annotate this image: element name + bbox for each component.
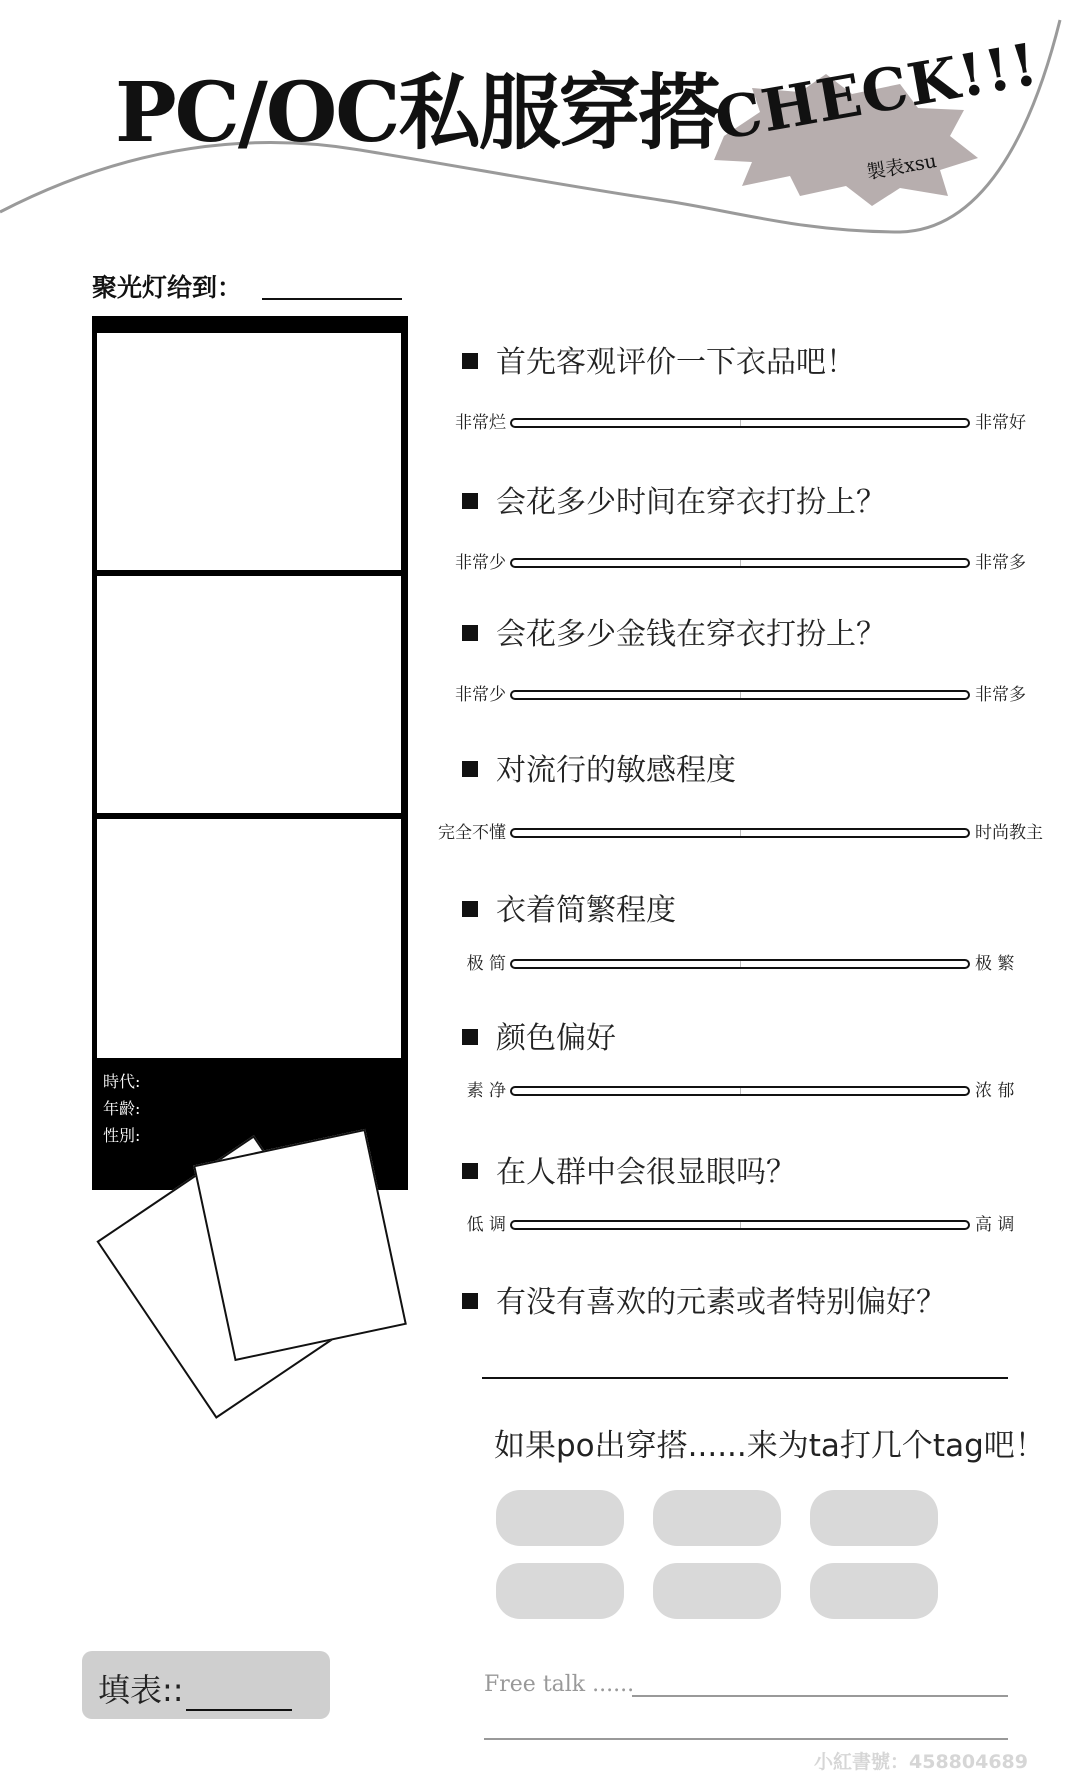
photo-frame-1[interactable]: [97, 333, 401, 570]
question-4: 对流行的敏感程度: [462, 753, 736, 789]
spotlight-label: 聚光灯给到：: [92, 273, 243, 302]
tag-slot-6[interactable]: [810, 1563, 938, 1619]
free-talk-line-1[interactable]: [632, 1695, 1008, 1697]
scale-3-right: 非常多: [975, 685, 1026, 705]
bullet-square-icon: [462, 493, 478, 509]
era-label: 時代:: [103, 1072, 141, 1091]
scale-5-left: 极 简: [466, 954, 506, 974]
scale-1-left: 非常烂: [455, 413, 506, 433]
profile-info: [103, 1068, 140, 1149]
scale-3-left: 非常少: [455, 685, 506, 705]
preference-answer-field[interactable]: [482, 1377, 1008, 1379]
scale-1-slider[interactable]: [510, 418, 970, 428]
scale-2-right: 非常多: [975, 553, 1026, 573]
watermark: 小紅書號：458804689: [814, 1751, 1028, 1773]
bullet-square-icon: [462, 901, 478, 917]
question-8: 有没有喜欢的元素或者特别偏好？: [462, 1285, 946, 1321]
scale-1-right: 非常好: [975, 413, 1026, 433]
bullet-square-icon: [462, 353, 478, 369]
bullet-square-icon: [462, 625, 478, 641]
scale-6-left: 素 净: [466, 1081, 506, 1101]
bullet-square-icon: [462, 1293, 478, 1309]
bullet-square-icon: [462, 761, 478, 777]
question-1: 首先客观评价一下衣品吧！: [462, 345, 856, 381]
bullet-square-icon: [462, 1163, 478, 1179]
scale-5-slider[interactable]: [510, 959, 970, 969]
scale-4-left: 完全不懂: [438, 823, 506, 843]
scale-3-slider[interactable]: [510, 690, 970, 700]
photo-strip: [92, 316, 408, 1190]
photo-frame-2[interactable]: [97, 576, 401, 813]
scale-6-slider[interactable]: [510, 1086, 970, 1096]
maker-credit: 製表xsu: [864, 150, 939, 184]
scale-5-right: 极 繁: [975, 954, 1015, 974]
free-talk-line-2[interactable]: [484, 1738, 1008, 1740]
question-6: 颜色偏好: [462, 1021, 616, 1057]
question-5: 衣着简繁程度: [462, 893, 676, 929]
scale-7-right: 高 调: [975, 1215, 1015, 1235]
tag-slot-3[interactable]: [810, 1490, 938, 1546]
scale-2-slider[interactable]: [510, 558, 970, 568]
gender-label: 性別:: [103, 1126, 141, 1145]
question-7: 在人群中会很显眼吗？: [462, 1155, 796, 1191]
question-2: 会花多少时间在穿衣打扮上？: [462, 485, 886, 521]
check-stamp-text: CHECK!!!: [710, 29, 1044, 154]
photo-frame-3[interactable]: [97, 819, 401, 1058]
age-label: 年齡:: [103, 1099, 141, 1118]
scale-2-left: 非常少: [455, 553, 506, 573]
scale-7-left: 低 调: [466, 1215, 506, 1235]
scale-6-right: 浓 郁: [975, 1081, 1015, 1101]
filler-label: 填表::: [98, 1671, 184, 1709]
tag-slot-2[interactable]: [653, 1490, 781, 1546]
scale-4-slider[interactable]: [510, 828, 970, 838]
scale-4-right: 时尚教主: [975, 823, 1043, 843]
filler-box[interactable]: [82, 1651, 330, 1719]
spotlight-name-field[interactable]: [262, 298, 402, 300]
tag-slot-1[interactable]: [496, 1490, 624, 1546]
free-talk-label: Free talk ......: [484, 1672, 635, 1697]
bullet-square-icon: [462, 1029, 478, 1045]
question-3: 会花多少金钱在穿衣打扮上？: [462, 617, 886, 653]
check-stamp: [704, 29, 1044, 204]
tag-slot-5[interactable]: [653, 1563, 781, 1619]
page-title: PC/OC私服穿搭: [115, 65, 719, 161]
filler-name-field[interactable]: [186, 1683, 292, 1711]
scale-7-slider[interactable]: [510, 1220, 970, 1230]
tag-slot-4[interactable]: [496, 1563, 624, 1619]
tag-prompt: 如果po出穿搭......来为ta打几个tag吧！: [494, 1428, 1046, 1464]
